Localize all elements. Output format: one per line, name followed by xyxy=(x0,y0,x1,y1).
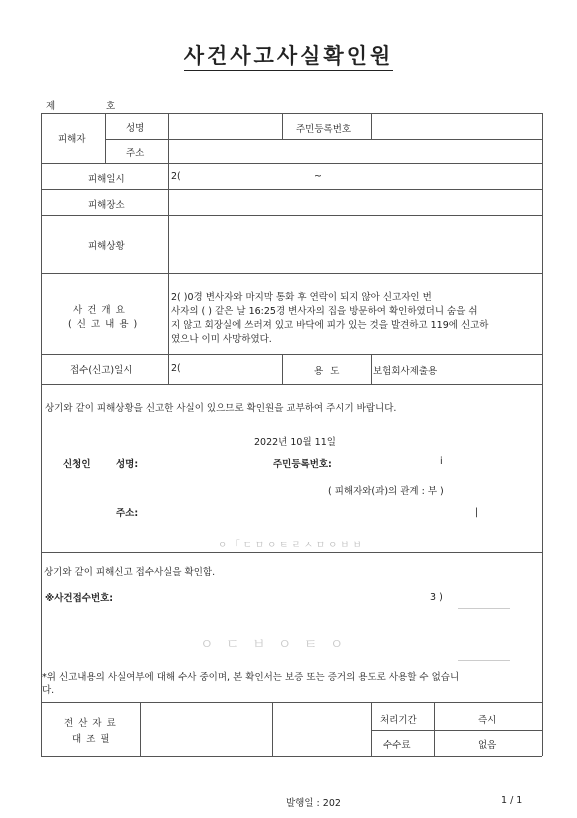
report-date-label: 접수(신고)일시 xyxy=(70,365,133,376)
page-indicator: 1 / 1 xyxy=(501,795,523,806)
purpose-value: 보험회사제출용 xyxy=(373,366,438,377)
report-date-value: 2( xyxy=(171,363,181,374)
notice-line: 다. xyxy=(42,685,55,696)
victim-address-label: 주소 xyxy=(126,148,145,159)
incident-situation-label: 피해상황 xyxy=(88,241,125,252)
victim-label: 피해자 xyxy=(58,134,86,145)
summary-line: 였으나 이미 사망하였다. xyxy=(171,334,272,345)
incident-date-label: 피해일시 xyxy=(88,174,125,185)
incident-place-label: 피해장소 xyxy=(88,200,125,211)
applicant-id-label: 주민등록번호: xyxy=(273,459,332,470)
incident-date-tilde: ~ xyxy=(314,171,322,182)
request-text: 상기와 같이 피해상황을 신고한 사실이 있으므로 확인원을 교부하여 주시기 바랍니다. xyxy=(45,403,397,414)
summary-label: 사 건 개 요 xyxy=(73,305,126,316)
applicant-label: 신청인 xyxy=(63,459,91,470)
notice-text xyxy=(42,671,459,697)
summary-line: 사자의 ( ) 같은 날 16:25경 변사자의 집을 방문하여 확인하였더니 숨을 쉬 xyxy=(171,306,478,317)
doc-no-je: 제 xyxy=(46,101,56,112)
document-title: 사건사고사실확인원 xyxy=(0,40,577,70)
notice-line: *위 신고내용의 사실여부에 대해 수사 중이며, 본 확인서는 보증 또는 증거의 용도로 사용할 수 없습니 xyxy=(42,672,460,683)
fee-value: 없음 xyxy=(478,740,497,751)
summary-line: 2( )0경 변사자와 마지막 통화 후 연락이 되지 않아 신고자인 번 xyxy=(171,292,432,303)
victim-name-label: 성명 xyxy=(126,123,145,134)
application-date: 2022년 10월 11일 xyxy=(254,437,336,448)
summary-text xyxy=(171,291,488,347)
period-value: 즉시 xyxy=(478,715,497,726)
case-no-tail: 3 ) xyxy=(430,592,443,603)
victim-id-label: 주민등록번호 xyxy=(296,124,352,135)
faint-seal-text: ㅇ 「 ㄷ ㅁ ㅇ ㅌ ㄹ ㅅ ㅁ ㅇ ㅂ ㅂ xyxy=(218,540,362,551)
applicant-id-tail: i xyxy=(440,456,443,467)
ledger-label-2: 대 조 필 xyxy=(72,734,111,745)
doc-no-ho: 호 xyxy=(106,101,116,112)
applicant-address-tail: | xyxy=(475,507,479,518)
applicant-relation: ( 피해자와(과)의 관계 : 부 ) xyxy=(328,486,444,497)
summary-line: 지 않고 회장실에 쓰러져 있고 바닥에 피가 있는 것을 발견하고 119에 신고하 xyxy=(171,320,489,331)
case-no-label: ※사건접수번호: xyxy=(45,593,114,604)
issue-date: 발행일 : 202 xyxy=(286,798,341,809)
applicant-name-label: 성명: xyxy=(116,459,139,470)
applicant-address-label: 주소: xyxy=(116,508,139,519)
incident-date-value: 2( xyxy=(171,171,181,182)
purpose-label: 용 도 xyxy=(314,366,342,377)
summary-sublabel: ( 신 고 내 용 ) xyxy=(68,319,139,330)
period-label: 처리기간 xyxy=(380,715,417,726)
faint-stamp-text: ㅇ ㄷ ㅂ ㅇ ㅌ ㅇ xyxy=(200,637,348,653)
ledger-label-1: 전 산 자 료 xyxy=(64,718,117,729)
confirm-text: 상기와 같이 피해신고 접수사실을 확인함. xyxy=(44,567,216,578)
fee-label: 수수료 xyxy=(383,740,411,751)
